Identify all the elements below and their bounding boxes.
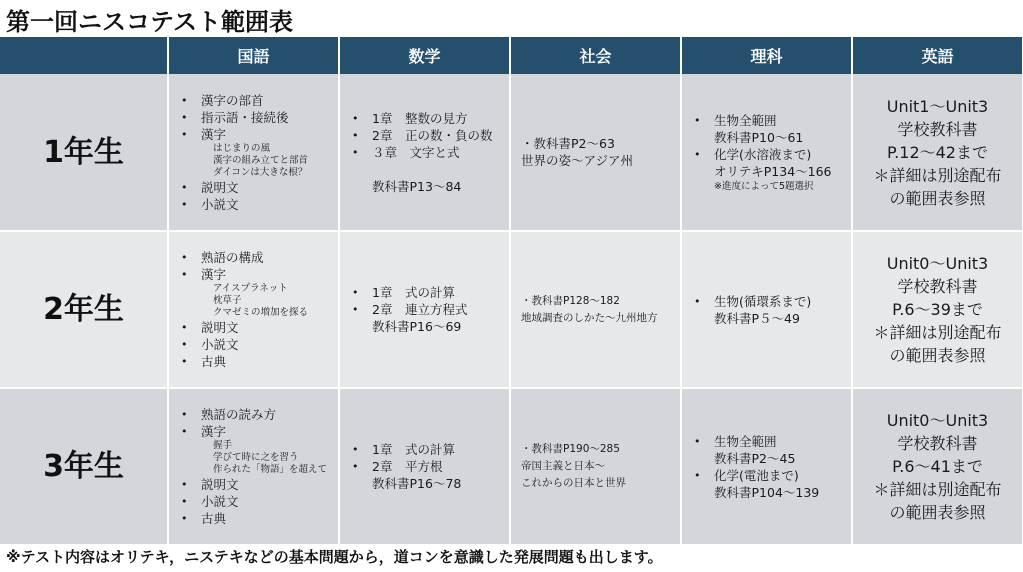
shakai-line: ・教科書P190～285 — [521, 443, 620, 455]
list-item: • 小説文 — [175, 493, 332, 510]
list-item: • 1章 整数の見方 — [346, 110, 503, 127]
grade-row — [0, 388, 1023, 545]
rika-list — [688, 433, 845, 501]
cell-rika — [681, 231, 852, 388]
grade-label: 1年生 — [0, 74, 168, 231]
list-item: • 熟語の読み方 — [175, 406, 332, 423]
list-item: 握手 — [213, 440, 233, 451]
eigo-line: 学校教科書 — [897, 119, 978, 139]
cell-shakai — [510, 231, 681, 388]
sugaku-list — [346, 284, 503, 335]
kokugo-list — [175, 406, 332, 527]
cell-rika — [681, 388, 852, 545]
list-item: • 生物全範囲 — [688, 433, 845, 450]
list-item: • 生物全範囲 — [688, 112, 845, 129]
list-item: 教科書P13～84 — [372, 178, 462, 194]
cell-kokugo — [168, 74, 339, 231]
rika-list — [688, 112, 845, 180]
list-item: オリテキP134～166 — [714, 163, 832, 179]
shakai-line: 地域調査のしかた～九州地方 — [521, 311, 658, 324]
eigo-line: ＊詳細は別途配布 — [873, 165, 1002, 185]
list-item: 枕草子 — [213, 295, 242, 306]
eigo-line: ＊詳細は別途配布 — [873, 323, 1002, 342]
list-item: はじまりの風 — [213, 142, 271, 154]
eigo-line: の範囲表参照 — [889, 188, 986, 208]
list-item: • 指示語・接続後 — [175, 109, 332, 126]
shakai-line: 世界の姿～アジア州 — [521, 153, 634, 168]
grade-row — [0, 231, 1023, 388]
header-row — [0, 37, 1023, 74]
kokugo-list — [175, 249, 332, 370]
test-range-table — [0, 37, 1023, 546]
list-item: 教科書P10～61 — [714, 129, 804, 145]
shakai-line: ・教科書P2～63 — [521, 136, 615, 151]
eigo-line: P.6～39まで — [892, 300, 983, 319]
eigo-line: の範囲表参照 — [889, 503, 986, 522]
list-item: • 漢字 — [175, 126, 332, 143]
header-eigo: 英語 — [852, 37, 1023, 74]
header-rika: 理科 — [681, 37, 852, 74]
list-item: 漢字の組み立てと部首 — [213, 154, 309, 166]
list-item: • 1章 式の計算 — [346, 284, 503, 301]
header-corner — [0, 37, 168, 74]
eigo-line: P.12～42まで — [887, 142, 988, 162]
list-item: 教科書P104～139 — [714, 484, 820, 500]
cell-eigo — [852, 231, 1023, 388]
shakai-line: 帝国主義と日本～ — [521, 460, 605, 472]
list-item: • 漢字の部首 — [175, 92, 332, 109]
cell-kokugo — [168, 388, 339, 545]
cell-sugaku — [339, 388, 510, 545]
eigo-line: P.6～41まで — [892, 457, 983, 476]
list-item — [346, 161, 503, 178]
list-item: • 熟語の構成 — [175, 249, 332, 266]
eigo-line: Unit0～Unit3 — [886, 411, 989, 430]
eigo-line: の範囲表参照 — [889, 346, 986, 365]
list-item: • 説明文 — [175, 179, 332, 196]
cell-sugaku — [339, 231, 510, 388]
list-item: • 化学(電池まで) — [688, 467, 845, 484]
list-item: • 説明文 — [175, 476, 332, 493]
list-item: ダイコンは大きな根？ — [213, 166, 308, 178]
shakai-line: ・教科書P128～182 — [521, 294, 620, 307]
eigo-line: ＊詳細は別途配布 — [873, 480, 1002, 499]
list-item: • 古典 — [175, 353, 332, 370]
cell-rika — [681, 74, 852, 231]
header-sugaku: 数学 — [339, 37, 510, 74]
list-item: 作られた「物語」を超えて — [213, 464, 328, 475]
kokugo-list — [175, 92, 332, 213]
list-item: • 生物(循環系まで) — [688, 293, 845, 310]
list-item: • 小説文 — [175, 336, 332, 353]
list-item: クマゼミの増加を探る — [213, 307, 309, 318]
list-item: • 1章 式の計算 — [346, 441, 503, 458]
eigo-line: 学校教科書 — [897, 277, 978, 296]
list-item: • 説明文 — [175, 319, 332, 336]
list-item: • 2章 正の数・負の数 — [346, 127, 503, 144]
list-item: • 2章 連立方程式 — [346, 301, 503, 318]
footer-note: ※テスト内容はオリテキ，ニステキなどの基本問題から，道コンを意識した発展問題も出します。 — [6, 548, 663, 566]
list-item: • 漢字 — [175, 423, 332, 440]
sugaku-list — [346, 441, 503, 492]
list-item: • 古典 — [175, 510, 332, 527]
list-item: 教科書P16～78 — [372, 476, 462, 491]
cell-kokugo — [168, 231, 339, 388]
rika-note: ※進度によって5題選択 — [714, 180, 814, 192]
grade-row — [0, 74, 1023, 231]
grade-label: 2年生 — [0, 231, 168, 388]
list-item: アイスプラネット — [213, 283, 288, 294]
cell-eigo — [852, 388, 1023, 545]
eigo-line: Unit0～Unit3 — [886, 254, 989, 273]
cell-shakai — [510, 74, 681, 231]
list-item: • 2章 平方根 — [346, 458, 503, 475]
header-kokugo: 国語 — [168, 37, 339, 74]
list-item: • 小説文 — [175, 196, 332, 213]
list-item: • ３章 文字と式 — [346, 144, 503, 161]
list-item: • 漢字 — [175, 266, 332, 283]
list-item: • 化学(水溶液まで) — [688, 146, 845, 163]
list-item: 学びて時に之を習う — [213, 452, 299, 463]
cell-shakai — [510, 388, 681, 545]
grade-label: 3年生 — [0, 388, 168, 545]
sugaku-list — [346, 110, 503, 195]
shakai-line: これからの日本と世界 — [521, 477, 626, 489]
list-item: 教科書P16～69 — [372, 319, 462, 334]
rika-list — [688, 293, 845, 327]
eigo-line: 学校教科書 — [897, 434, 978, 453]
page-title: 第一回ニスコテスト範囲表 — [6, 8, 294, 36]
eigo-line: Unit1～Unit3 — [886, 96, 989, 116]
cell-eigo — [852, 74, 1023, 231]
header-shakai: 社会 — [510, 37, 681, 74]
list-item: 教科書P2～45 — [714, 450, 796, 466]
list-item: 教科書P５～49 — [714, 310, 800, 326]
cell-sugaku — [339, 74, 510, 231]
